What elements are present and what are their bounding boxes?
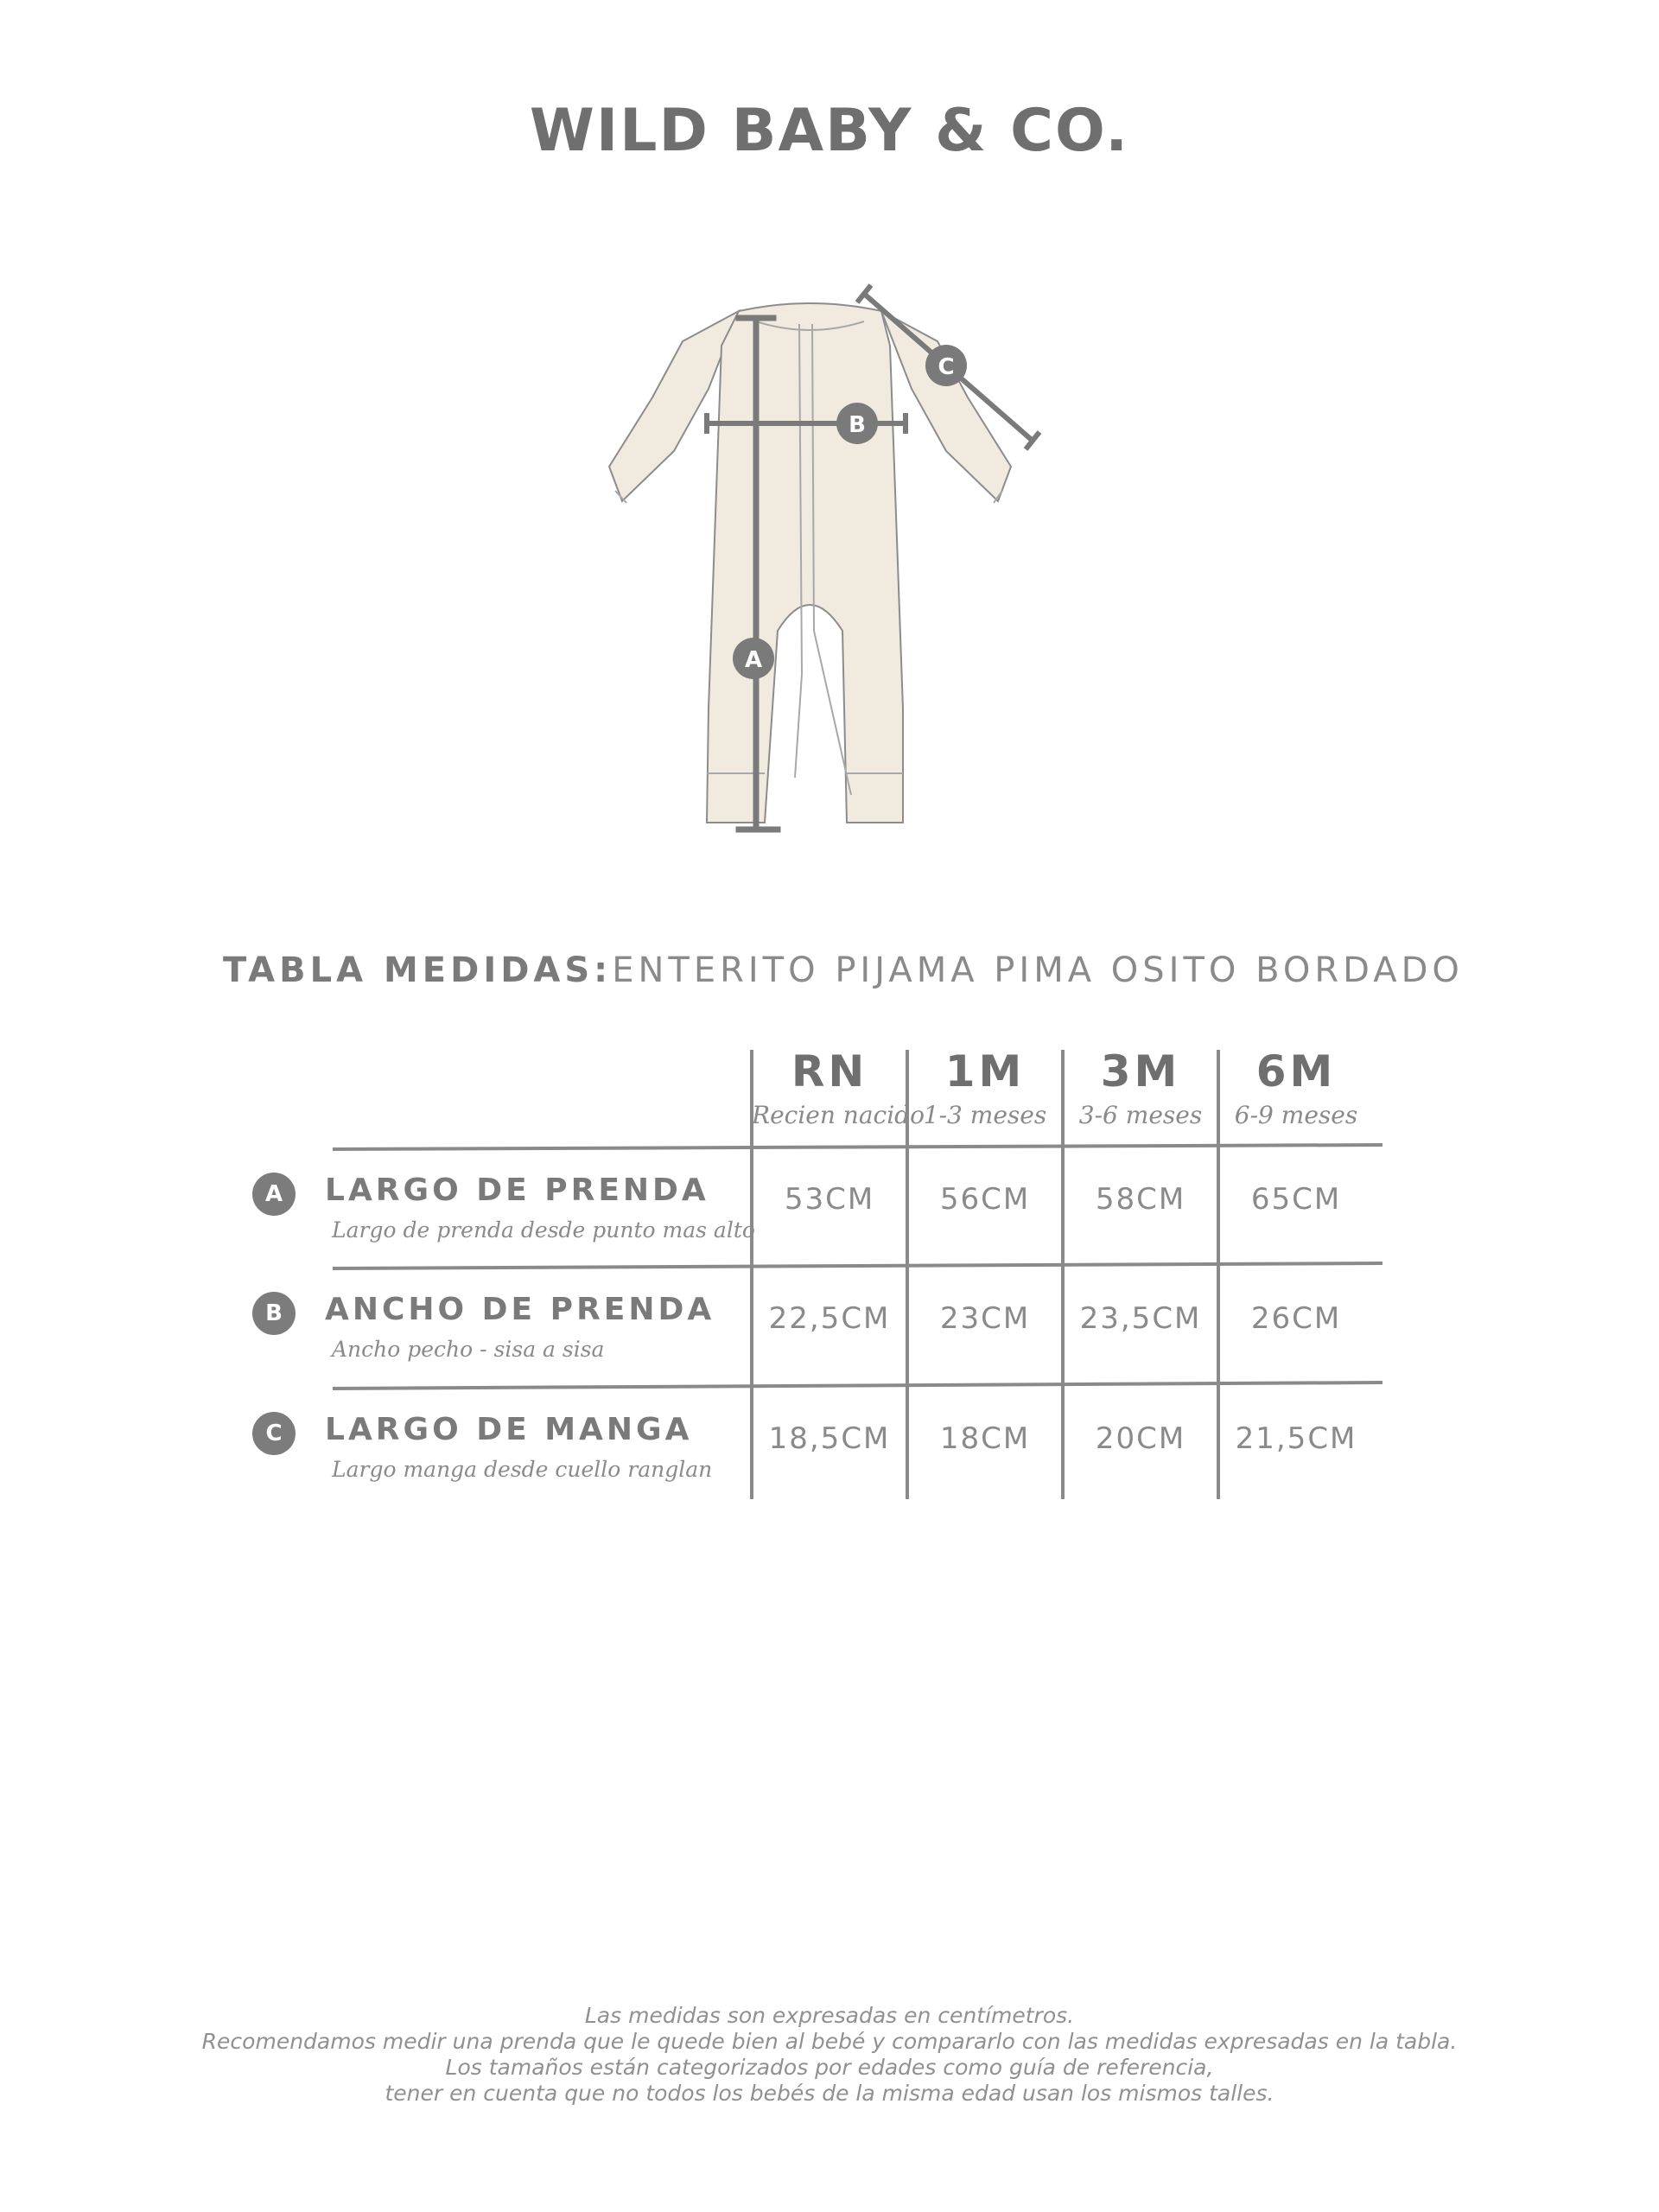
cell-a-3m: 58CM bbox=[1095, 1182, 1186, 1217]
size-age: 6-9 meses bbox=[1234, 1101, 1358, 1129]
badge-b: B bbox=[252, 1292, 296, 1335]
cell-a-6m: 65CM bbox=[1250, 1182, 1342, 1217]
measure-label-c: C bbox=[938, 354, 955, 380]
cell-b-rn: 22,5CM bbox=[768, 1301, 891, 1336]
cell-c-1m: 18CM bbox=[939, 1421, 1031, 1456]
size-age: Recien nacido bbox=[752, 1101, 925, 1129]
cell-c-rn: 18,5CM bbox=[768, 1421, 891, 1456]
garment-illustration bbox=[0, 259, 1659, 864]
row-description: Largo de prenda desde punto mas alto bbox=[332, 1217, 755, 1243]
row-description: Largo manga desde cuello ranglan bbox=[332, 1457, 713, 1482]
badge-a: A bbox=[252, 1173, 296, 1216]
footer-line: Recomendamos medir una prenda que le quede bien al bebé y compararlo con las medidas expresadas en la tabla. bbox=[201, 2029, 1458, 2054]
size-header-1m bbox=[907, 1046, 1063, 1129]
footer-notes bbox=[0, 2003, 1659, 2107]
badge-c: C bbox=[252, 1412, 296, 1455]
table-title bbox=[223, 950, 1464, 990]
cell-b-3m: 23,5CM bbox=[1079, 1301, 1202, 1336]
size-label: 3M bbox=[1100, 1046, 1181, 1096]
table-title-bold: TABLA MEDIDAS: bbox=[223, 950, 613, 990]
cell-b-1m: 23CM bbox=[939, 1301, 1031, 1336]
size-age: 1-3 meses bbox=[923, 1101, 1047, 1129]
size-header-3m bbox=[1063, 1046, 1218, 1129]
cell-a-rn: 53CM bbox=[784, 1182, 875, 1217]
measure-label-a: A bbox=[744, 647, 763, 673]
footer-line: Las medidas son expresadas en centímetros. bbox=[584, 2003, 1075, 2028]
table-title-product: ENTERITO PIJAMA PIMA OSITO BORDADO bbox=[612, 950, 1464, 990]
size-header-rn bbox=[752, 1046, 925, 1129]
cell-c-3m: 20CM bbox=[1095, 1421, 1186, 1456]
cell-a-1m: 56CM bbox=[939, 1182, 1031, 1217]
size-header-6m bbox=[1218, 1046, 1374, 1129]
footer-line: Los tamaños están categorizados por edades como guía de referencia, bbox=[445, 2055, 1214, 2080]
row-title: ANCHO DE PRENDA bbox=[325, 1292, 715, 1327]
size-age: 3-6 meses bbox=[1078, 1101, 1203, 1129]
size-label: RN bbox=[791, 1046, 868, 1096]
cell-c-6m: 21,5CM bbox=[1235, 1421, 1357, 1456]
row-title: LARGO DE MANGA bbox=[325, 1412, 693, 1447]
size-label: 6M bbox=[1255, 1046, 1337, 1096]
footer-line: tener en cuenta que no todos los bebés de la misma edad usan los mismos talles. bbox=[385, 2081, 1274, 2106]
brand-title: WILD BABY & CO. bbox=[529, 97, 1130, 165]
row-description: Ancho pecho - sisa a sisa bbox=[332, 1337, 605, 1362]
row-title: LARGO DE PRENDA bbox=[325, 1173, 709, 1208]
measure-label-b: B bbox=[849, 412, 866, 438]
size-label: 1M bbox=[944, 1046, 1026, 1096]
cell-b-6m: 26CM bbox=[1250, 1301, 1342, 1336]
